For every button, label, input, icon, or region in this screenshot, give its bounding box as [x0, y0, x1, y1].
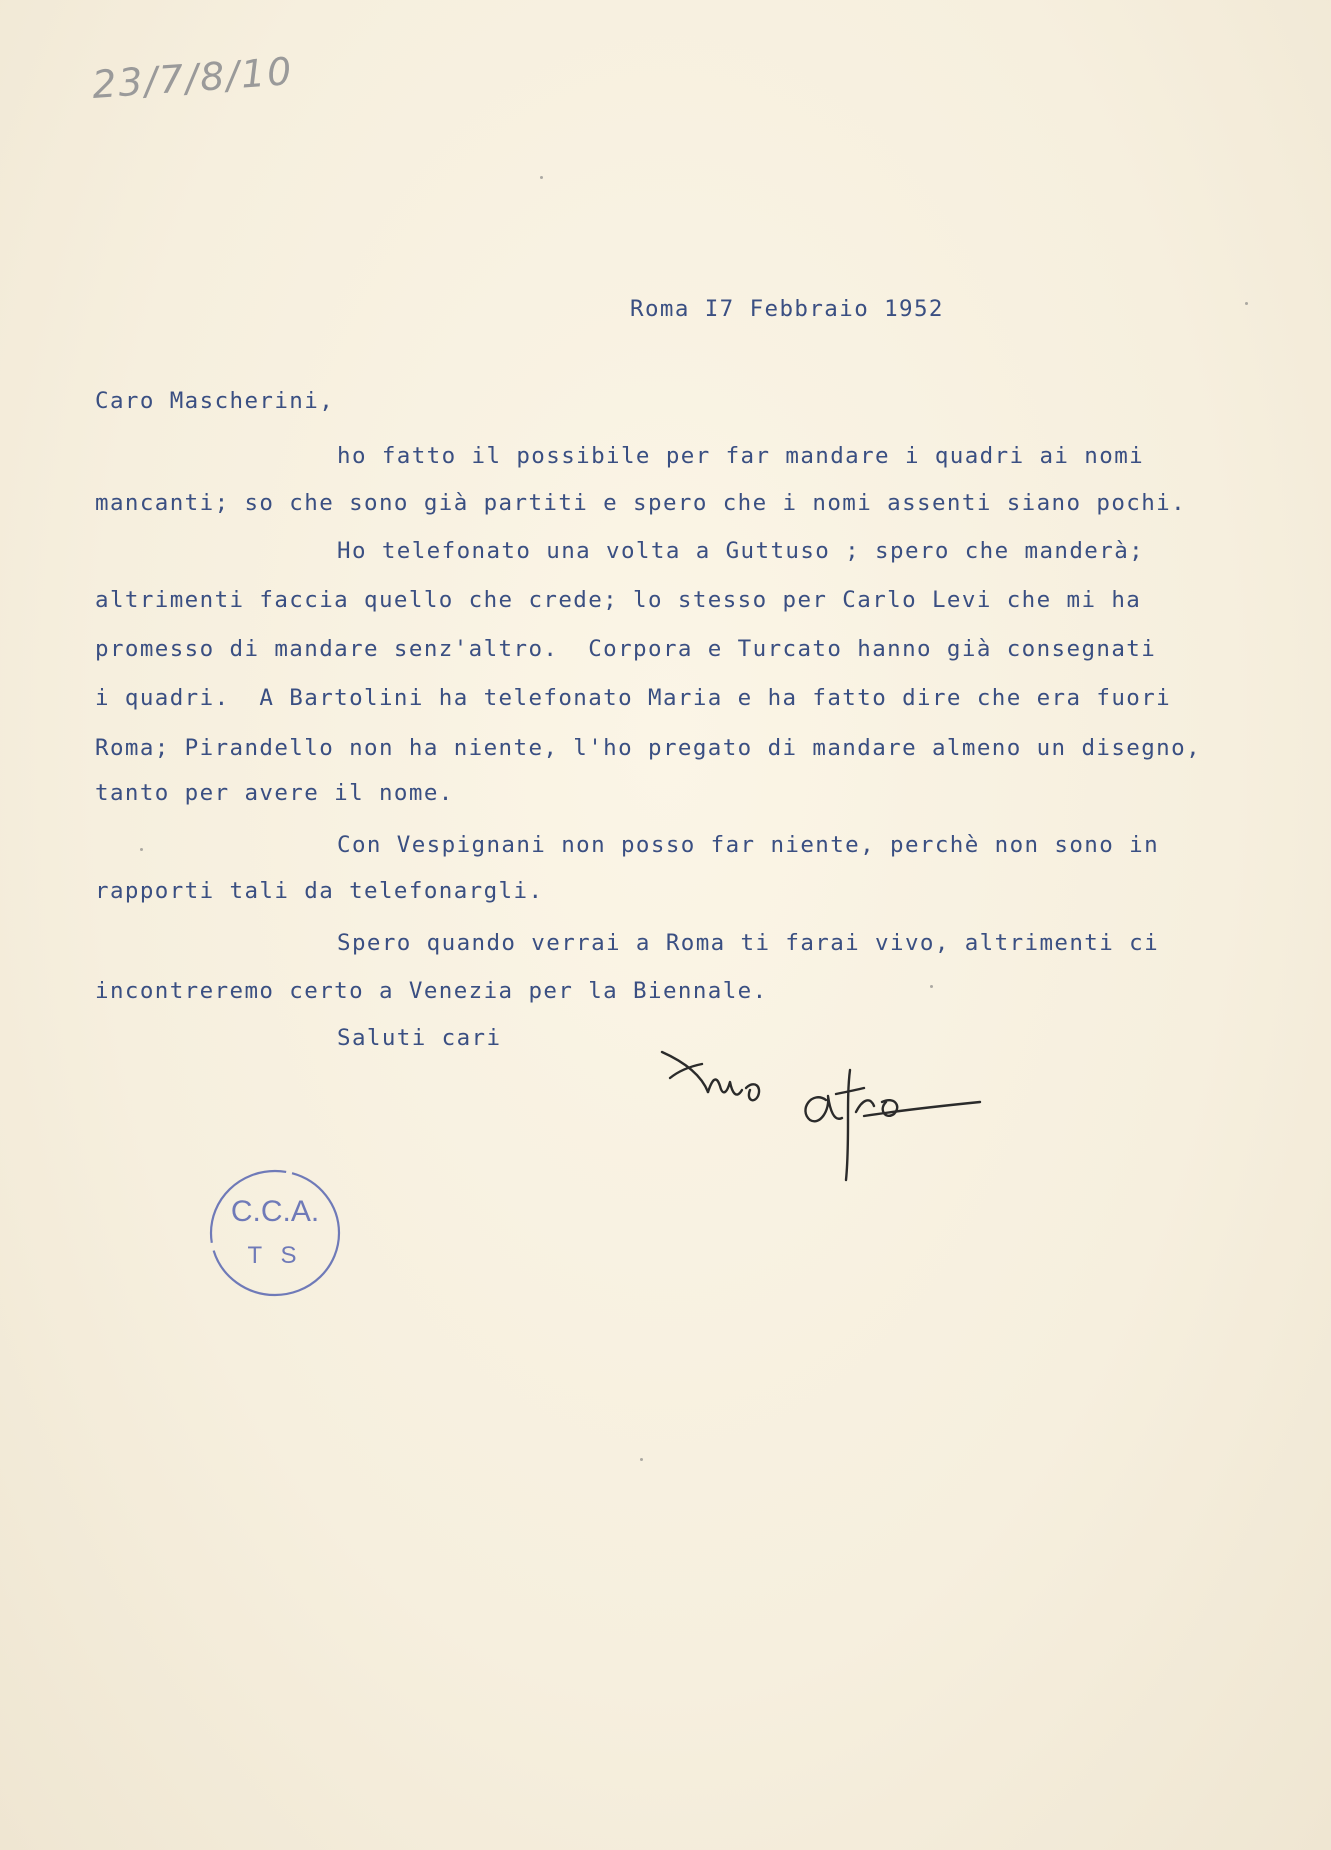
stamp-text-top: C.C.A. [230, 1195, 320, 1228]
body-line: tanto per avere il nome. [95, 780, 454, 806]
body-line: Ho telefonato una volta a Guttuso ; spero che manderà; [337, 538, 1145, 564]
salutation: Caro Mascherini, [95, 388, 335, 414]
body-line: altrimenti faccia quello che crede; lo stesso per Carlo Levi che mi ha [95, 587, 1142, 613]
paper-speck [140, 848, 143, 851]
archive-number-pencil: 23/7/8/10 [90, 49, 295, 107]
archive-stamp [205, 1165, 345, 1301]
body-line: ho fatto il possibile per far mandare i quadri ai nomi [337, 443, 1145, 469]
body-line: Con Vespignani non posso far niente, perchè non sono in [337, 832, 1160, 858]
paper-speck [1245, 302, 1248, 305]
stamp-text-bottom: T S [247, 1242, 303, 1269]
paper-speck [540, 176, 543, 179]
body-line: Roma; Pirandello non ha niente, l'ho pregato di mandare almeno un disegno, [95, 735, 1202, 761]
body-line: i quadri. A Bartolini ha telefonato Maria e ha fatto dire che era fuori [95, 685, 1172, 711]
paper-speck [930, 985, 933, 988]
body-line: mancanti; so che sono già partiti e spero che i nomi assenti siano pochi. [95, 490, 1187, 516]
paper-speck [640, 1458, 643, 1461]
handwritten-signature [650, 1030, 990, 1200]
body-line: promesso di mandare senz'altro. Corpora e Turcato hanno già consegnati [95, 636, 1157, 662]
date-line: Roma I7 Febbraio 1952 [630, 296, 944, 322]
body-line: incontreremo certo a Venezia per la Biennale. [95, 978, 768, 1004]
body-line: rapporti tali da telefonargli. [95, 878, 544, 904]
body-line: Spero quando verrai a Roma ti farai vivo, altrimenti ci [337, 930, 1160, 956]
closing: Saluti cari [337, 1025, 502, 1051]
